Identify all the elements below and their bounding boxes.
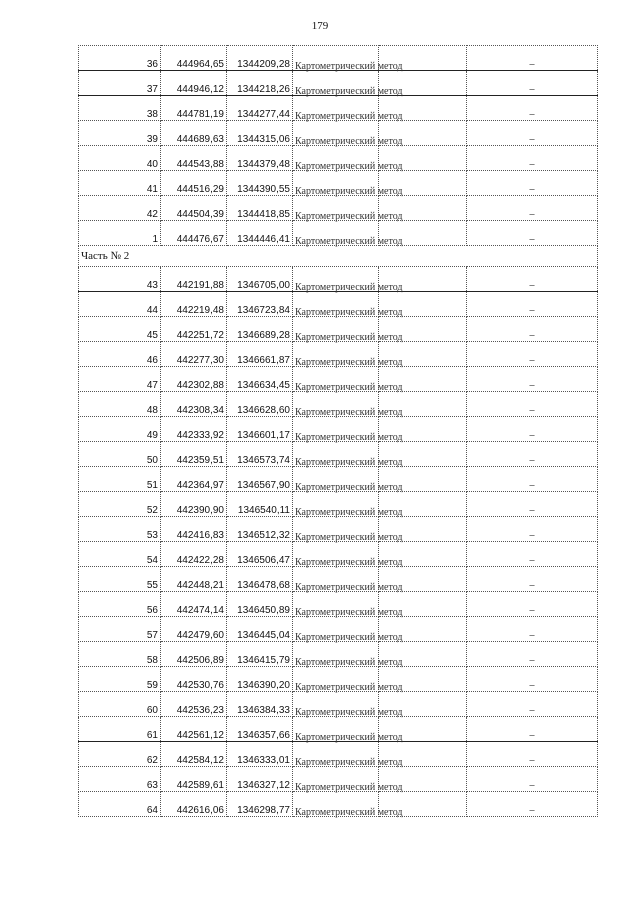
accuracy-cell: – xyxy=(467,317,598,342)
y-coordinate-cell: 1346506,47 xyxy=(227,542,293,567)
point-number-cell: 45 xyxy=(79,317,161,342)
table-row xyxy=(79,317,598,342)
point-number-cell: 42 xyxy=(79,196,161,221)
method-cell: Картометрический метод xyxy=(293,292,379,317)
accuracy-cell: – xyxy=(467,71,598,96)
page-number: 179 xyxy=(311,20,329,32)
method-cell: Картометрический метод xyxy=(293,617,379,642)
table-row xyxy=(79,592,598,617)
y-coordinate-cell: 1346390,20 xyxy=(227,667,293,692)
table-row xyxy=(79,567,598,592)
x-coordinate-cell: 444946,12 xyxy=(161,71,227,96)
x-coordinate-cell: 442277,30 xyxy=(161,342,227,367)
method-cell: Картометрический метод xyxy=(293,342,379,367)
y-coordinate-cell: 1346723,84 xyxy=(227,292,293,317)
y-coordinate-cell: 1346445,04 xyxy=(227,617,293,642)
point-number-cell: 51 xyxy=(79,467,161,492)
accuracy-cell: – xyxy=(467,542,598,567)
table-row xyxy=(79,121,598,146)
method-cell: Картометрический метод xyxy=(293,267,379,292)
accuracy-cell: – xyxy=(467,792,598,817)
y-coordinate-cell: 1346601,17 xyxy=(227,417,293,442)
table-row xyxy=(79,717,598,742)
x-coordinate-cell: 442561,12 xyxy=(161,717,227,742)
point-number-cell: 61 xyxy=(79,717,161,742)
accuracy-cell: – xyxy=(467,742,598,767)
point-number-cell: 46 xyxy=(79,342,161,367)
x-coordinate-cell: 442448,21 xyxy=(161,567,227,592)
point-number-cell: 64 xyxy=(79,792,161,817)
y-coordinate-cell: 1346689,28 xyxy=(227,317,293,342)
method-cell: Картометрический метод xyxy=(293,692,379,717)
y-coordinate-cell: 1346628,60 xyxy=(227,392,293,417)
x-coordinate-cell: 442584,12 xyxy=(161,742,227,767)
part-heading: Часть № 2 xyxy=(79,246,598,267)
x-coordinate-cell: 444476,67 xyxy=(161,221,227,246)
y-coordinate-cell: 1344418,85 xyxy=(227,196,293,221)
table-row xyxy=(79,692,598,717)
table-row xyxy=(79,292,598,317)
x-coordinate-cell: 442589,61 xyxy=(161,767,227,792)
method-cell: Картометрический метод xyxy=(293,121,379,146)
part-heading-row xyxy=(79,246,598,267)
method-cell: Картометрический метод xyxy=(293,742,379,767)
method-cell: Картометрический метод xyxy=(293,71,379,96)
table-section-part-1 xyxy=(79,46,598,246)
y-coordinate-cell: 1346567,90 xyxy=(227,467,293,492)
y-coordinate-cell: 1344379,48 xyxy=(227,146,293,171)
method-cell: Картометрический метод xyxy=(293,196,379,221)
y-coordinate-cell: 1346573,74 xyxy=(227,442,293,467)
accuracy-cell: – xyxy=(467,46,598,71)
table-row xyxy=(79,221,598,246)
y-coordinate-cell: 1346357,66 xyxy=(227,717,293,742)
x-coordinate-cell: 442333,92 xyxy=(161,417,227,442)
method-cell: Картометрический метод xyxy=(293,96,379,121)
x-coordinate-cell: 442364,97 xyxy=(161,467,227,492)
point-number-cell: 36 xyxy=(79,46,161,71)
table-row xyxy=(79,46,598,71)
point-number-cell: 43 xyxy=(79,267,161,292)
x-coordinate-cell: 444689,63 xyxy=(161,121,227,146)
table-section-part-2 xyxy=(79,267,598,817)
x-coordinate-cell: 444781,19 xyxy=(161,96,227,121)
accuracy-cell: – xyxy=(467,417,598,442)
accuracy-cell: – xyxy=(467,442,598,467)
table-row xyxy=(79,542,598,567)
point-number-cell: 41 xyxy=(79,171,161,196)
y-coordinate-cell: 1346540,11 xyxy=(227,492,293,517)
point-number-cell: 55 xyxy=(79,567,161,592)
x-coordinate-cell: 442219,48 xyxy=(161,292,227,317)
accuracy-cell: – xyxy=(467,617,598,642)
table-row xyxy=(79,442,598,467)
y-coordinate-cell: 1346634,45 xyxy=(227,367,293,392)
x-coordinate-cell: 442422,28 xyxy=(161,542,227,567)
x-coordinate-cell: 442308,34 xyxy=(161,392,227,417)
y-coordinate-cell: 1344390,55 xyxy=(227,171,293,196)
x-coordinate-cell: 442479,60 xyxy=(161,617,227,642)
point-number-cell: 60 xyxy=(79,692,161,717)
table-row xyxy=(79,196,598,221)
table-row xyxy=(79,617,598,642)
accuracy-cell: – xyxy=(467,517,598,542)
accuracy-cell: – xyxy=(467,642,598,667)
point-number-cell: 57 xyxy=(79,617,161,642)
method-cell: Картометрический метод xyxy=(293,467,379,492)
accuracy-cell: – xyxy=(467,667,598,692)
accuracy-cell: – xyxy=(467,121,598,146)
table-row xyxy=(79,492,598,517)
table-section-part-heading xyxy=(79,246,598,267)
method-cell: Картометрический метод xyxy=(293,492,379,517)
table-row xyxy=(79,71,598,96)
table-row xyxy=(79,742,598,767)
method-cell: Картометрический метод xyxy=(293,46,379,71)
point-number-cell: 39 xyxy=(79,121,161,146)
x-coordinate-cell: 444504,39 xyxy=(161,196,227,221)
y-coordinate-cell: 1346327,12 xyxy=(227,767,293,792)
point-number-cell: 47 xyxy=(79,367,161,392)
y-coordinate-cell: 1346661,87 xyxy=(227,342,293,367)
x-coordinate-cell: 442251,72 xyxy=(161,317,227,342)
x-coordinate-cell: 442390,90 xyxy=(161,492,227,517)
accuracy-cell: – xyxy=(467,467,598,492)
point-number-cell: 48 xyxy=(79,392,161,417)
y-coordinate-cell: 1346415,79 xyxy=(227,642,293,667)
method-cell: Картометрический метод xyxy=(293,367,379,392)
y-coordinate-cell: 1346705,00 xyxy=(227,267,293,292)
table-row xyxy=(79,642,598,667)
accuracy-cell: – xyxy=(467,367,598,392)
point-number-cell: 52 xyxy=(79,492,161,517)
accuracy-cell: – xyxy=(467,221,598,246)
accuracy-cell: – xyxy=(467,717,598,742)
table-row xyxy=(79,267,598,292)
method-cell: Картометрический метод xyxy=(293,417,379,442)
accuracy-cell: – xyxy=(467,342,598,367)
table-row xyxy=(79,96,598,121)
point-number-cell: 53 xyxy=(79,517,161,542)
method-cell: Картометрический метод xyxy=(293,792,379,817)
point-number-cell: 49 xyxy=(79,417,161,442)
x-coordinate-cell: 444543,88 xyxy=(161,146,227,171)
point-number-cell: 54 xyxy=(79,542,161,567)
point-number-cell: 58 xyxy=(79,642,161,667)
method-cell: Картометрический метод xyxy=(293,146,379,171)
accuracy-cell: – xyxy=(467,692,598,717)
method-cell: Картометрический метод xyxy=(293,717,379,742)
table-row xyxy=(79,667,598,692)
point-number-cell: 59 xyxy=(79,667,161,692)
y-coordinate-cell: 1346512,32 xyxy=(227,517,293,542)
method-cell: Картометрический метод xyxy=(293,667,379,692)
method-cell: Картометрический метод xyxy=(293,517,379,542)
accuracy-cell: – xyxy=(467,592,598,617)
accuracy-cell: – xyxy=(467,567,598,592)
accuracy-cell: – xyxy=(467,146,598,171)
method-cell: Картометрический метод xyxy=(293,442,379,467)
table-row xyxy=(79,171,598,196)
point-number-cell: 50 xyxy=(79,442,161,467)
x-coordinate-cell: 442359,51 xyxy=(161,442,227,467)
y-coordinate-cell: 1344218,26 xyxy=(227,71,293,96)
accuracy-cell: – xyxy=(467,292,598,317)
point-number-cell: 62 xyxy=(79,742,161,767)
y-coordinate-cell: 1346450,89 xyxy=(227,592,293,617)
table-row xyxy=(79,517,598,542)
point-number-cell: 38 xyxy=(79,96,161,121)
table-row xyxy=(79,392,598,417)
accuracy-cell: – xyxy=(467,267,598,292)
x-coordinate-cell: 442416,83 xyxy=(161,517,227,542)
method-cell: Картометрический метод xyxy=(293,542,379,567)
y-coordinate-cell: 1344315,06 xyxy=(227,121,293,146)
table-row xyxy=(79,792,598,817)
table-row xyxy=(79,767,598,792)
method-cell: Картометрический метод xyxy=(293,642,379,667)
point-number-cell: 56 xyxy=(79,592,161,617)
accuracy-cell: – xyxy=(467,767,598,792)
method-cell: Картометрический метод xyxy=(293,567,379,592)
y-coordinate-cell: 1346478,68 xyxy=(227,567,293,592)
y-coordinate-cell: 1346298,77 xyxy=(227,792,293,817)
y-coordinate-cell: 1344446,41 xyxy=(227,221,293,246)
coordinates-table xyxy=(78,45,598,817)
x-coordinate-cell: 444964,65 xyxy=(161,46,227,71)
accuracy-cell: – xyxy=(467,392,598,417)
method-cell: Картометрический метод xyxy=(293,592,379,617)
x-coordinate-cell: 442191,88 xyxy=(161,267,227,292)
x-coordinate-cell: 442302,88 xyxy=(161,367,227,392)
x-coordinate-cell: 442530,76 xyxy=(161,667,227,692)
x-coordinate-cell: 442536,23 xyxy=(161,692,227,717)
method-cell: Картометрический метод xyxy=(293,767,379,792)
table-row xyxy=(79,417,598,442)
y-coordinate-cell: 1344277,44 xyxy=(227,96,293,121)
method-cell: Картометрический метод xyxy=(293,221,379,246)
x-coordinate-cell: 444516,29 xyxy=(161,171,227,196)
point-number-cell: 1 xyxy=(79,221,161,246)
method-cell: Картометрический метод xyxy=(293,392,379,417)
y-coordinate-cell: 1344209,28 xyxy=(227,46,293,71)
point-number-cell: 44 xyxy=(79,292,161,317)
y-coordinate-cell: 1346384,33 xyxy=(227,692,293,717)
accuracy-cell: – xyxy=(467,171,598,196)
x-coordinate-cell: 442616,06 xyxy=(161,792,227,817)
point-number-cell: 63 xyxy=(79,767,161,792)
accuracy-cell: – xyxy=(467,492,598,517)
y-coordinate-cell: 1346333,01 xyxy=(227,742,293,767)
x-coordinate-cell: 442506,89 xyxy=(161,642,227,667)
point-number-cell: 37 xyxy=(79,71,161,96)
point-number-cell: 40 xyxy=(79,146,161,171)
table-row xyxy=(79,342,598,367)
accuracy-cell: – xyxy=(467,196,598,221)
accuracy-cell: – xyxy=(467,96,598,121)
method-cell: Картометрический метод xyxy=(293,171,379,196)
table-row xyxy=(79,146,598,171)
x-coordinate-cell: 442474,14 xyxy=(161,592,227,617)
table-row xyxy=(79,467,598,492)
method-cell: Картометрический метод xyxy=(293,317,379,342)
table-row xyxy=(79,367,598,392)
